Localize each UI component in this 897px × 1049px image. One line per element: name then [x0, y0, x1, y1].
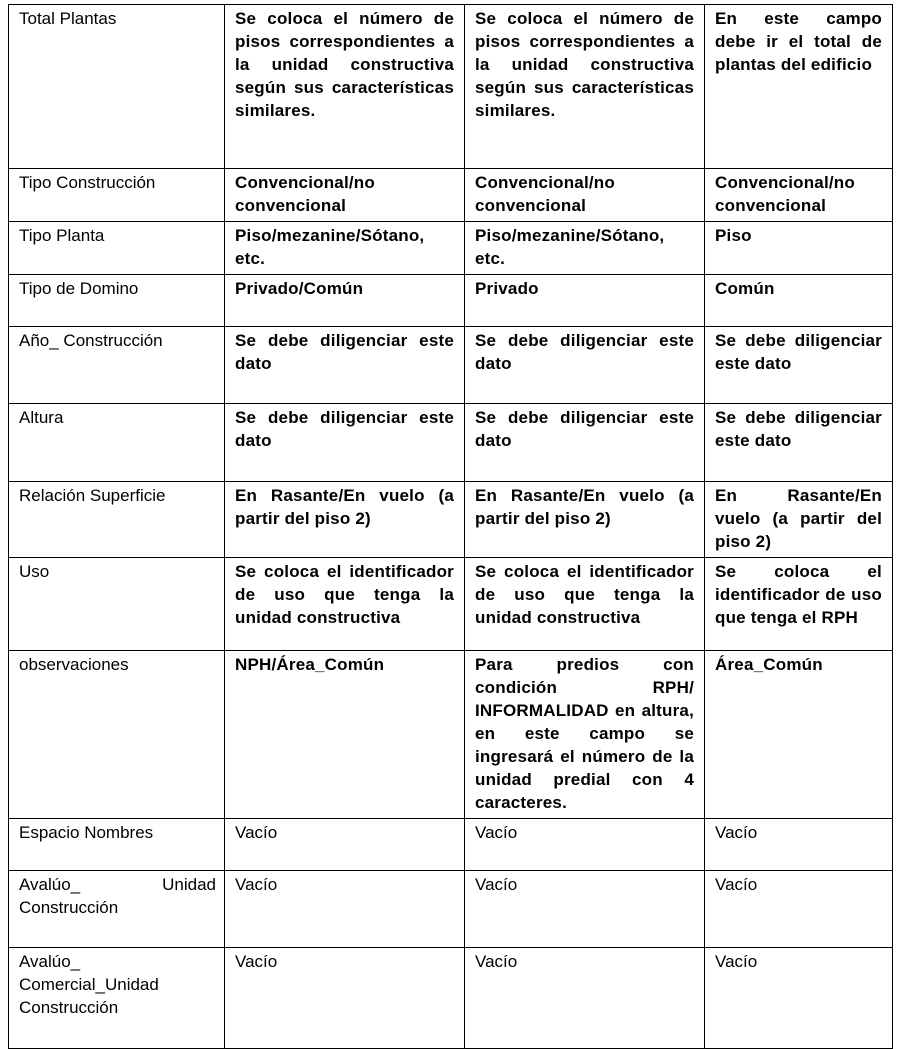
cell-value: Privado: [465, 275, 705, 327]
row-label: Tipo de Domino: [9, 275, 225, 327]
cell-value: Piso/mezanine/Sótano, etc.: [225, 222, 465, 275]
row-label: Tipo Planta: [9, 222, 225, 275]
cell-value: Se debe diligenciar este dato: [465, 404, 705, 482]
cell-value: Vacío: [705, 819, 893, 871]
table-row: [9, 558, 893, 651]
cell-value: Vacío: [705, 871, 893, 948]
row-label: Espacio Nombres: [9, 819, 225, 871]
cell-value: En Rasante/En vuelo (a partir del piso 2): [705, 482, 893, 558]
table-row: [9, 651, 893, 819]
row-label: Avalúo_ Unidad Construcción: [9, 871, 225, 948]
row-label: Altura: [9, 404, 225, 482]
cell-value: Para predios con condición RPH/ INFORMALIDAD en altura, en este campo se ingresará el número de la unidad predial con 4 caracteres.: [465, 651, 705, 819]
cell-value: Común: [705, 275, 893, 327]
cell-value: Vacío: [705, 948, 893, 1049]
cell-value: Se coloca el número de pisos correspondientes a la unidad constructiva según sus características similares.: [465, 5, 705, 169]
cell-value: Vacío: [465, 819, 705, 871]
cell-value: Se debe diligenciar este dato: [465, 327, 705, 404]
table-row: [9, 5, 893, 169]
cell-value: Piso: [705, 222, 893, 275]
cell-value: En Rasante/En vuelo (a partir del piso 2): [465, 482, 705, 558]
table-row: [9, 404, 893, 482]
row-label: Avalúo_ Comercial_Unidad Construcción: [9, 948, 225, 1049]
cell-value: Convencional/no convencional: [225, 169, 465, 222]
cell-value: Se coloca el identificador de uso que tenga la unidad constructiva: [465, 558, 705, 651]
cell-value: Se debe diligenciar este dato: [705, 404, 893, 482]
table-row: [9, 819, 893, 871]
cell-value: Vacío: [465, 948, 705, 1049]
table-row: [9, 169, 893, 222]
row-label: Total Plantas: [9, 5, 225, 169]
attributes-table: [8, 4, 893, 1049]
cell-value: Se coloca el identificador de uso que tenga el RPH: [705, 558, 893, 651]
cell-value: Vacío: [225, 819, 465, 871]
cell-value: Se debe diligenciar este dato: [705, 327, 893, 404]
cell-value: En este campo debe ir el total de plantas del edificio: [705, 5, 893, 169]
row-label: Tipo Construcción: [9, 169, 225, 222]
row-label: Año_ Construcción: [9, 327, 225, 404]
table-row: [9, 871, 893, 948]
cell-value: Piso/mezanine/Sótano, etc.: [465, 222, 705, 275]
cell-value: Se coloca el identificador de uso que tenga la unidad constructiva: [225, 558, 465, 651]
cell-value: En Rasante/En vuelo (a partir del piso 2): [225, 482, 465, 558]
cell-value: Vacío: [225, 948, 465, 1049]
table-row: [9, 275, 893, 327]
cell-value: NPH/Área_Común: [225, 651, 465, 819]
table-row: [9, 222, 893, 275]
cell-value: Área_Común: [705, 651, 893, 819]
table-row: [9, 948, 893, 1049]
row-label: observaciones: [9, 651, 225, 819]
cell-value: Vacío: [465, 871, 705, 948]
cell-value: Se debe diligenciar este dato: [225, 404, 465, 482]
row-label: Uso: [9, 558, 225, 651]
table-row: [9, 327, 893, 404]
cell-value: Privado/Común: [225, 275, 465, 327]
cell-value: Se coloca el número de pisos correspondientes a la unidad constructiva según sus características similares.: [225, 5, 465, 169]
cell-value: Convencional/no convencional: [705, 169, 893, 222]
cell-value: Vacío: [225, 871, 465, 948]
row-label: Relación Superficie: [9, 482, 225, 558]
cell-value: Convencional/no convencional: [465, 169, 705, 222]
table-row: [9, 482, 893, 558]
cell-value: Se debe diligenciar este dato: [225, 327, 465, 404]
